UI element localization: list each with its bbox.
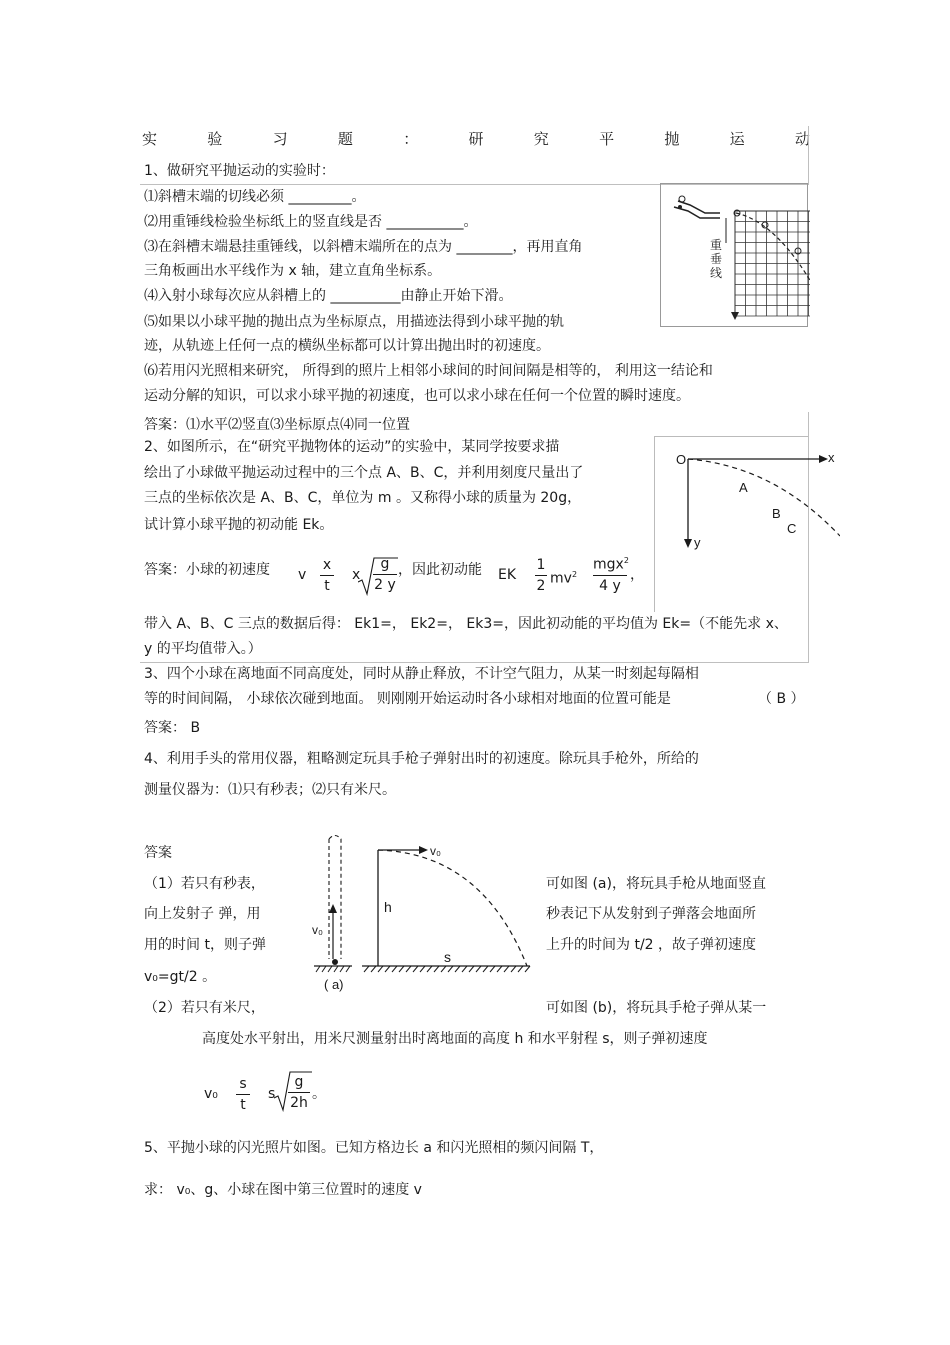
q1-part5a: ⑸如果以小球平抛的抛出点为坐标原点，用描迹法得到小球平抛的轨	[144, 314, 564, 330]
q4-a3-left: 用的时间 t，则子弹	[144, 937, 266, 953]
title-char: 实	[142, 130, 158, 148]
fraction-one-half: $\frac{1}{2}$	[536, 557, 546, 594]
q1-answer: 答案：⑴水平⑵竖直⑶坐标原点⑷同一位置	[144, 417, 410, 433]
q1-grid-figure	[660, 183, 810, 328]
title-char: 运	[729, 130, 745, 148]
fraction-g-over-2h: $\frac{g}{2h}$	[288, 1072, 310, 1113]
q4-a1-right: 可如图 (a)，将玩具手枪从地面竖直	[546, 876, 766, 892]
title-char: 抛	[664, 130, 680, 148]
q3-line1: 3、四个小球在离地面不同高度处，同时从静止释放，不计空气阻力，从某一时刻起每隔相	[144, 666, 699, 682]
q3-line2: 等的时间间隔， 小球依次碰到地面。 则刚刚开始运动时各小球相对地面的位置可能是	[144, 691, 671, 707]
q4-b1-left: （2）若只有米尺，	[144, 1000, 265, 1016]
q2-line4: 试计算小球平抛的初动能 Ek。	[144, 517, 334, 533]
q2-line3: 三点的坐标依次是 A、B、C，单位为 m 。又称得小球的质量为 20g，	[144, 490, 582, 506]
q5-line1: 5、平抛小球的闪光照片如图。已知方格边长 a 和闪光照相的频闪间隔 T，	[144, 1140, 604, 1156]
q4-figure-b	[362, 838, 532, 974]
q1-part3a: ⑶在斜槽末端悬挂重锤线，以斜槽末端所在的点为 ________，再用直角	[144, 239, 583, 255]
title-char: 验	[207, 130, 223, 148]
fig-b-h-label: h	[384, 899, 392, 915]
q1-part6a: ⑹若用闪光照相来研究， 所得到的照片上相邻小球间的时间间隔是相等的， 利用这一结论和	[144, 363, 713, 379]
q2-line1: 2、如图所示，在“研究平抛物体的运动”的实验中，某同学按要求描	[144, 439, 560, 455]
title-char: 研	[468, 130, 484, 148]
q4-end: 。	[312, 1086, 326, 1102]
q4-line2: 测量仪器为：⑴只有秒表；⑵只有米尺。	[144, 782, 396, 798]
fraction-x-over-t: $\frac{x}{t}$	[320, 555, 334, 596]
q5-line2: 求： v₀、g、小球在图中第三位置时的速度 v	[144, 1182, 422, 1198]
q2-substitute-line2: y 的平均值带入。）	[144, 641, 262, 657]
q2-mv2: $mv^2$	[550, 570, 578, 587]
fraction-mgx2-over-4y: mgx$^2$ 4 y	[593, 556, 629, 594]
q4-v0: v₀	[204, 1086, 218, 1102]
fraction-s-over-t: $\frac{s}{t}$	[236, 1074, 250, 1115]
title-char: 习	[272, 130, 288, 148]
fig-a-caption: ( a)	[324, 977, 344, 992]
fig-b-v0-label: v₀	[430, 844, 441, 858]
fig-b-s-label: s	[444, 949, 451, 965]
title-char: 究	[533, 130, 549, 148]
q4-line1: 4、利用手头的常用仪器，粗略测定玩具手枪子弹射出时的初速度。除玩具手枪外，所给的	[144, 751, 699, 767]
point-a-label: A	[739, 480, 748, 495]
fraction-g-over-2y: $\frac{g}{2 y}$	[374, 556, 396, 593]
q2-v: v	[298, 567, 307, 583]
q2-trajectory-figure	[654, 436, 840, 612]
q4-a3-right: 上升的时间为 t/2 ，故子弹初速度	[546, 937, 757, 953]
q2-comma: ，	[630, 567, 644, 583]
title-char: ：	[403, 130, 419, 148]
q2-x-factor: x	[352, 567, 361, 583]
q2-ek-symbol: EK	[498, 567, 517, 583]
q4-s-factor: s	[268, 1086, 276, 1102]
point-c-label: C	[787, 521, 797, 536]
q4-a2-left: 向上发射子 弹，用	[144, 906, 261, 922]
q2-substitute-line1: 带入 A、B、C 三点的数据后得： Ek1=， Ek2=， Ek3=，因此初动能的平均值为 Ek=（不能先求 x、	[144, 616, 788, 632]
origin-label: O	[676, 452, 687, 467]
q4-figure-a	[308, 834, 358, 996]
q1-part4: ⑷入射小球每次应从斜槽上的 __________由静止开始下滑。	[144, 288, 513, 304]
title-char: 平	[599, 130, 615, 148]
q4-b2: 高度处水平射出，用米尺测量射出时离地面的高度 h 和水平射程 s，则子弹初速度	[202, 1031, 708, 1047]
q4-answer-label: 答案	[144, 845, 172, 861]
q4-a2-right: 秒表记下从发射到子弹落会地面所	[546, 906, 756, 922]
q1-part2: ⑵用重锤线检验坐标纸上的竖直线是否 ___________。	[144, 214, 478, 230]
q1-stem: 1、做研究平抛运动的实验时：	[144, 163, 335, 179]
q4-b1-right: 可如图 (b)，将玩具手枪子弹从某一	[546, 1000, 767, 1016]
point-b-label: B	[772, 506, 781, 521]
title-char: 动	[794, 130, 810, 148]
q1-figure-label: 重垂线	[710, 238, 723, 280]
q1-part3b: 三角板画出水平线作为 x 轴，建立直角坐标系。	[144, 263, 442, 279]
q3-paren: （ B ）	[758, 691, 805, 707]
title-char: 题	[337, 130, 353, 148]
x-axis-label: x	[828, 450, 835, 465]
q1-part1: ⑴斜槽末端的切线必须 _________。	[144, 189, 366, 205]
q2-answer-prefix: 答案：小球的初速度	[144, 562, 270, 578]
y-axis-label: y	[694, 535, 701, 550]
q2-answer-mid: ，因此初动能	[398, 562, 482, 578]
q4-a4: v₀=gt/2 。	[144, 969, 217, 985]
q1-part5b: 迹，从轨迹上任何一点的横纵坐标都可以计算出抛出时的初速度。	[144, 338, 550, 354]
q3-answer: 答案： B	[144, 720, 201, 736]
q1-part6b: 运动分解的知识，可以求小球平抛的初速度，也可以求小球在任何一个位置的瞬时速度。	[144, 388, 690, 404]
fig-a-v0-label: v₀	[312, 923, 323, 937]
q4-a1-left: （1）若只有秒表，	[144, 876, 265, 892]
q2-line2: 绘出了小球做平抛运动过程中的三个点 A、B、C，并利用刻度尺量出了	[144, 465, 584, 481]
